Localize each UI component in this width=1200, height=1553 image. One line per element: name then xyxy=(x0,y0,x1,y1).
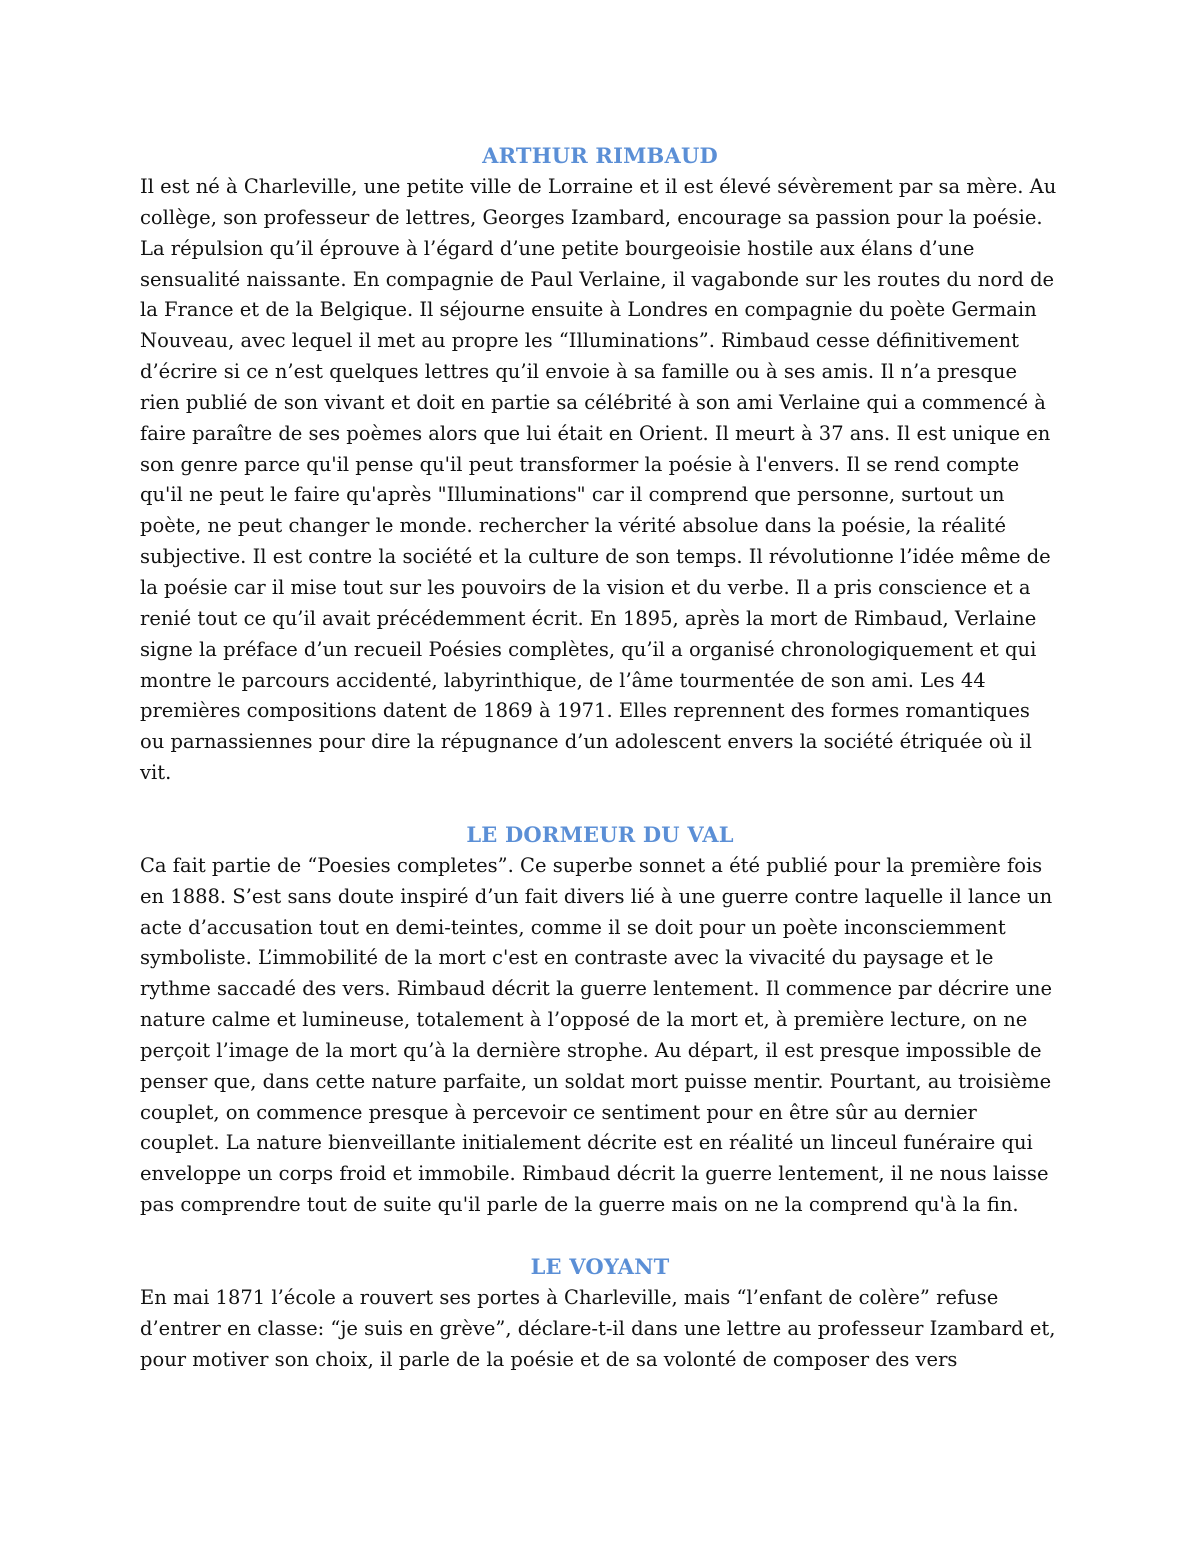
section-body-le-dormeur-du-val: Ca fait partie de “Poesies completes”. Ce superbe sonnet a été publié pour la première fois en 1888. S’est sans doute inspiré d’un fait divers lié à une guerre contre laquelle il lance un acte d’accusation tout en demi-teintes, comme il se doit pour un poète inconsciemment symboliste. L’immobilité de la mort c'est en contraste avec la vivacité du paysage et le rythme saccadé des vers. Rimbaud décrit la guerre lentement. Il commence par décrire une nature calme et lumineuse, totalement à l’opposé de la mort et, à première lecture, on ne perçoit l’image de la mort qu’à la dernière strophe. Au départ, il est presque impossible de penser que, dans cette nature parfaite, un soldat mort puisse mentir. Pourtant, au troisième couplet, on commence presque à percevoir ce sentiment pour en être sûr au dernier couplet. La nature bienveillante initialement décrite est en réalité un linceul funéraire qui enveloppe un corps froid et immobile. Rimbaud décrit la guerre lentement, il ne nous laisse pas comprendre tout de suite qu'il parle de la guerre mais on ne la comprend qu'à la fin. xyxy=(140,853,1053,1217)
section-body-arthur-rimbaud: Il est né à Charleville, une petite ville de Lorraine et il est élevé sévèrement par sa mère. Au collège, son professeur de lettres, Georges Izambard, encourage sa passion pour la poésie. La répulsion qu’il éprouve à l’égard d’une petite bourgeoisie hostile aux élans d’une sensualité naissante. En compagnie de Paul Verlaine, il vagabonde sur les routes du nord de la France et de la Belgique. Il séjourne ensuite à Londres en compagnie du poète Germain Nouveau, avec lequel il met au propre les “Illuminations”. Rimbaud cesse définitivement d’écrire si ce n’est quelques lettres qu’il envoie à sa famille ou à ses amis. Il n’a presque rien publié de son vivant et doit en partie sa célébrité à son ami Verlaine qui a commencé à faire paraître de ses poèmes alors que lui était en Orient. Il meurt à 37 ans. Il est unique en son genre parce qu'il pense qu'il peut transformer la poésie à l'envers. Il se rend compte qu'il ne peut le faire qu'après "Illuminations" car il comprend que personne, surtout un poète, ne peut changer le monde. rechercher la vérité absolue dans la poésie, la réalité subjective. Il est contre la société et la culture de son temps. Il révolutionne l’idée même de la poésie car il mise tout sur les pouvoirs de la vision et du verbe. Il a pris conscience et a renié tout ce qu’il avait précédemment écrit. En 1895, après la mort de Rimbaud, Verlaine signe la préface d’un recueil Poésies complètes, qu’il a organisé chronologiquement et qui montre le parcours accidenté, labyrinthique, de l’âme tourmentée de son ami. Les 44 premières compositions datent de 1869 à 1971. Elles reprennent des formes romantiques ou parnassiennes pour dire la répugnance d’un adolescent envers la société étriquée où il vit. xyxy=(140,175,1057,785)
document-page xyxy=(140,140,1060,1376)
section-title-le-voyant: LE VOYANT xyxy=(530,1254,670,1279)
section-title-le-dormeur-du-val: LE DORMEUR DU VAL xyxy=(466,821,734,847)
section-spacer xyxy=(140,1221,1060,1251)
section-spacer xyxy=(140,789,1060,819)
section-body-le-voyant: En mai 1871 l’école a rouvert ses portes à Charleville, mais “l’enfant de colère” refuse d’entrer en classe: “je suis en grève”, déclare-t-il dans une lettre au professeur Izambard et, pour motiver son choix, il parle de la poésie et de sa volonté de composer des vers xyxy=(140,1286,1056,1371)
section-title-arthur-rimbaud: ARTHUR RIMBAUD xyxy=(482,143,718,168)
